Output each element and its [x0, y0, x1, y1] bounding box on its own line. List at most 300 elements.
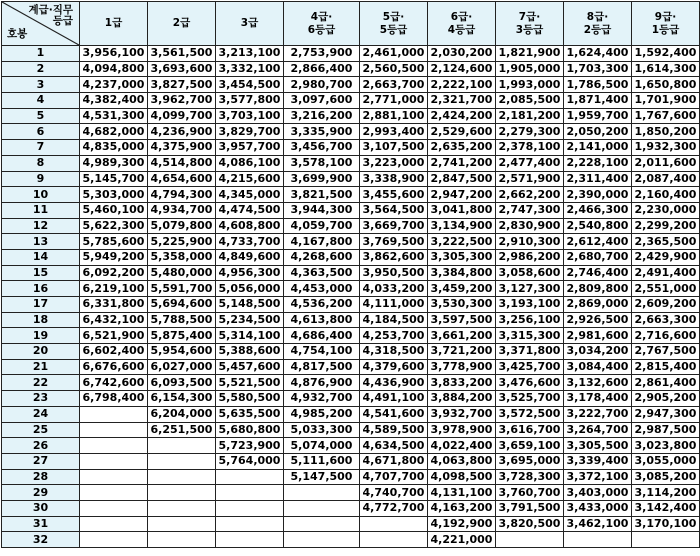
- step-cell: 12: [2, 218, 80, 234]
- salary-cell: 3,403,000: [564, 485, 632, 501]
- salary-cell: 5,033,300: [284, 422, 360, 438]
- table-row: [2, 297, 700, 313]
- step-cell: 9: [2, 171, 80, 187]
- column-header-line: 9급·: [654, 10, 677, 23]
- salary-cell: [148, 469, 216, 485]
- salary-cell: 2,222,100: [428, 77, 496, 93]
- salary-cell: 3,132,600: [564, 375, 632, 391]
- table-row: [2, 516, 700, 532]
- step-cell: 14: [2, 249, 80, 265]
- salary-cell: 2,746,400: [564, 265, 632, 281]
- column-header-line: 7급·: [518, 10, 541, 23]
- salary-cell: 2,993,400: [360, 124, 428, 140]
- salary-cell: 2,947,300: [632, 406, 700, 422]
- salary-cell: 3,332,100: [216, 61, 284, 77]
- salary-cell: 4,740,700: [360, 485, 428, 501]
- step-cell: 29: [2, 485, 80, 501]
- salary-cell: 3,222,700: [564, 406, 632, 422]
- salary-cell: 3,107,500: [360, 140, 428, 156]
- salary-cell: 3,760,700: [496, 485, 564, 501]
- salary-cell: 2,540,800: [564, 218, 632, 234]
- salary-cell: 1,871,400: [564, 93, 632, 109]
- salary-cell: 4,453,000: [284, 281, 360, 297]
- table-row: [2, 406, 700, 422]
- salary-cell: 3,223,000: [360, 155, 428, 171]
- salary-cell: 3,216,200: [284, 108, 360, 124]
- salary-cell: 1,993,000: [496, 77, 564, 93]
- salary-cell: 1,614,300: [632, 61, 700, 77]
- salary-cell: 4,379,600: [360, 359, 428, 375]
- salary-cell: 3,055,000: [632, 453, 700, 469]
- salary-cell: 2,311,400: [564, 171, 632, 187]
- step-cell: 21: [2, 359, 80, 375]
- column-header: [496, 2, 564, 46]
- salary-cell: 5,388,600: [216, 344, 284, 360]
- salary-cell: 2,365,500: [632, 234, 700, 250]
- step-cell: 25: [2, 422, 80, 438]
- salary-cell: 2,947,200: [428, 187, 496, 203]
- salary-cell: 2,050,200: [564, 124, 632, 140]
- salary-cell: 4,985,200: [284, 406, 360, 422]
- salary-cell: 2,663,300: [632, 312, 700, 328]
- salary-cell: 4,932,700: [284, 391, 360, 407]
- corner-top-label: [28, 5, 73, 27]
- salary-cell: 3,962,700: [148, 93, 216, 109]
- salary-cell: 3,525,700: [496, 391, 564, 407]
- salary-cell: 1,767,600: [632, 108, 700, 124]
- salary-cell: 2,869,000: [564, 297, 632, 313]
- salary-cell: 4,634,500: [360, 438, 428, 454]
- salary-cell: 1,850,200: [632, 124, 700, 140]
- salary-cell: 1,786,500: [564, 77, 632, 93]
- step-cell: 13: [2, 234, 80, 250]
- salary-cell: 6,521,900: [80, 328, 148, 344]
- salary-cell: 4,682,000: [80, 124, 148, 140]
- step-cell: 26: [2, 438, 80, 454]
- column-header-line: 3급: [240, 17, 259, 29]
- salary-cell: 4,772,700: [360, 500, 428, 516]
- column-header: [632, 2, 700, 46]
- salary-cell: 6,027,000: [148, 359, 216, 375]
- salary-cell: 2,847,500: [428, 171, 496, 187]
- column-header: [80, 2, 148, 46]
- step-cell: 1: [2, 46, 80, 62]
- salary-cell: 2,085,500: [496, 93, 564, 109]
- table-row: [2, 532, 700, 548]
- salary-cell: 3,530,300: [428, 297, 496, 313]
- salary-cell: 4,022,400: [428, 438, 496, 454]
- salary-cell: 4,345,000: [216, 187, 284, 203]
- column-header: [216, 2, 284, 46]
- salary-cell: 3,820,500: [496, 516, 564, 532]
- salary-cell: 2,771,000: [360, 93, 428, 109]
- salary-cell: 6,432,100: [80, 312, 148, 328]
- column-header: [564, 2, 632, 46]
- salary-cell: 4,654,600: [148, 171, 216, 187]
- salary-cell: 4,934,700: [148, 202, 216, 218]
- salary-cell: 3,454,500: [216, 77, 284, 93]
- table-row: [2, 187, 700, 203]
- salary-cell: 3,721,200: [428, 344, 496, 360]
- salary-cell: 6,331,800: [80, 297, 148, 313]
- salary-cell: 4,215,600: [216, 171, 284, 187]
- salary-cell: [80, 516, 148, 532]
- salary-cell: 4,794,300: [148, 187, 216, 203]
- salary-cell: 3,862,600: [360, 249, 428, 265]
- salary-cell: 3,433,000: [564, 500, 632, 516]
- salary-cell: 4,536,200: [284, 297, 360, 313]
- salary-cell: 2,461,000: [360, 46, 428, 62]
- step-cell: 20: [2, 344, 80, 360]
- salary-cell: 4,382,400: [80, 93, 148, 109]
- salary-cell: 3,085,200: [632, 469, 700, 485]
- table-row: [2, 375, 700, 391]
- salary-cell: 3,778,900: [428, 359, 496, 375]
- step-cell: 3: [2, 77, 80, 93]
- corner-top-line2: 등급: [52, 15, 73, 27]
- salary-cell: 3,264,700: [564, 422, 632, 438]
- salary-cell: [80, 453, 148, 469]
- step-cell: 24: [2, 406, 80, 422]
- table-row: [2, 344, 700, 360]
- salary-cell: 5,635,500: [216, 406, 284, 422]
- salary-cell: 2,753,900: [284, 46, 360, 62]
- table-row: [2, 61, 700, 77]
- salary-cell: 4,671,800: [360, 453, 428, 469]
- salary-cell: [564, 532, 632, 548]
- salary-cell: 4,033,200: [360, 281, 428, 297]
- step-cell: 5: [2, 108, 80, 124]
- salary-cell: 3,127,300: [496, 281, 564, 297]
- salary-table: [1, 1, 700, 548]
- salary-cell: 3,564,500: [360, 202, 428, 218]
- salary-cell: 1,821,900: [496, 46, 564, 62]
- salary-cell: 2,529,600: [428, 124, 496, 140]
- salary-cell: 4,375,900: [148, 140, 216, 156]
- salary-cell: 3,597,500: [428, 312, 496, 328]
- salary-cell: 3,305,300: [428, 249, 496, 265]
- table-row: [2, 46, 700, 62]
- salary-cell: 4,063,800: [428, 453, 496, 469]
- salary-cell: 4,514,800: [148, 155, 216, 171]
- table-body: [2, 46, 700, 548]
- salary-cell: 2,124,600: [428, 61, 496, 77]
- salary-cell: 2,141,000: [564, 140, 632, 156]
- salary-cell: 5,111,600: [284, 453, 360, 469]
- salary-cell: 3,950,500: [360, 265, 428, 281]
- salary-cell: 3,693,600: [148, 61, 216, 77]
- salary-cell: 2,321,700: [428, 93, 496, 109]
- salary-cell: 2,609,200: [632, 297, 700, 313]
- salary-cell: 4,237,000: [80, 77, 148, 93]
- salary-cell: 4,436,900: [360, 375, 428, 391]
- salary-cell: 1,624,400: [564, 46, 632, 62]
- salary-cell: 3,932,700: [428, 406, 496, 422]
- salary-cell: 2,230,000: [632, 202, 700, 218]
- salary-cell: 4,253,700: [360, 328, 428, 344]
- salary-cell: 5,521,500: [216, 375, 284, 391]
- salary-cell: 4,221,000: [428, 532, 496, 548]
- salary-cell: 3,978,900: [428, 422, 496, 438]
- salary-cell: 3,041,800: [428, 202, 496, 218]
- salary-cell: [284, 500, 360, 516]
- salary-cell: [216, 469, 284, 485]
- step-cell: 18: [2, 312, 80, 328]
- column-header-line: 2급: [172, 17, 191, 29]
- salary-cell: 3,699,900: [284, 171, 360, 187]
- step-cell: 4: [2, 93, 80, 109]
- salary-cell: [216, 485, 284, 501]
- salary-cell: 4,059,700: [284, 218, 360, 234]
- salary-cell: 2,662,200: [496, 187, 564, 203]
- table-row: [2, 77, 700, 93]
- salary-cell: 3,084,400: [564, 359, 632, 375]
- table-row: [2, 485, 700, 501]
- column-header: [284, 2, 360, 46]
- salary-cell: [148, 485, 216, 501]
- salary-cell: 5,764,000: [216, 453, 284, 469]
- salary-cell: 2,905,200: [632, 391, 700, 407]
- salary-cell: [80, 422, 148, 438]
- salary-cell: 4,531,300: [80, 108, 148, 124]
- salary-cell: 3,578,100: [284, 155, 360, 171]
- salary-cell: 2,424,200: [428, 108, 496, 124]
- salary-cell: 2,663,700: [360, 77, 428, 93]
- salary-cell: 3,213,100: [216, 46, 284, 62]
- salary-cell: [80, 500, 148, 516]
- salary-cell: 3,833,200: [428, 375, 496, 391]
- salary-cell: 2,390,000: [564, 187, 632, 203]
- salary-cell: 3,372,100: [564, 469, 632, 485]
- salary-cell: 3,669,700: [360, 218, 428, 234]
- salary-cell: 4,707,700: [360, 469, 428, 485]
- salary-cell: 2,551,000: [632, 281, 700, 297]
- salary-cell: 2,299,200: [632, 218, 700, 234]
- salary-cell: 5,056,000: [216, 281, 284, 297]
- salary-cell: 3,256,100: [496, 312, 564, 328]
- salary-cell: 2,981,600: [564, 328, 632, 344]
- table-row: [2, 202, 700, 218]
- salary-cell: 2,612,400: [564, 234, 632, 250]
- salary-cell: 3,577,800: [216, 93, 284, 109]
- salary-cell: 3,769,500: [360, 234, 428, 250]
- salary-cell: 2,030,200: [428, 46, 496, 62]
- salary-cell: 4,613,800: [284, 312, 360, 328]
- salary-cell: [284, 532, 360, 548]
- salary-cell: [80, 469, 148, 485]
- salary-cell: [632, 532, 700, 548]
- salary-cell: 2,986,200: [496, 249, 564, 265]
- salary-cell: 5,680,800: [216, 422, 284, 438]
- salary-cell: 4,876,900: [284, 375, 360, 391]
- salary-cell: 1,905,000: [496, 61, 564, 77]
- salary-cell: 4,849,600: [216, 249, 284, 265]
- step-cell: 27: [2, 453, 80, 469]
- salary-cell: 4,686,400: [284, 328, 360, 344]
- header-row: [2, 2, 700, 46]
- column-header-line: 4급·: [310, 10, 333, 23]
- salary-cell: 3,821,500: [284, 187, 360, 203]
- salary-cell: 3,827,500: [148, 77, 216, 93]
- salary-cell: 1,592,400: [632, 46, 700, 62]
- salary-cell: 5,788,500: [148, 312, 216, 328]
- salary-cell: 2,378,100: [496, 140, 564, 156]
- salary-cell: 6,676,600: [80, 359, 148, 375]
- salary-cell: 5,875,400: [148, 328, 216, 344]
- salary-cell: 5,785,600: [80, 234, 148, 250]
- table-row: [2, 124, 700, 140]
- salary-cell: 3,338,900: [360, 171, 428, 187]
- salary-cell: 4,363,500: [284, 265, 360, 281]
- step-cell: 6: [2, 124, 80, 140]
- salary-cell: 4,268,600: [284, 249, 360, 265]
- salary-cell: 4,541,600: [360, 406, 428, 422]
- salary-cell: 3,425,700: [496, 359, 564, 375]
- salary-cell: 3,371,800: [496, 344, 564, 360]
- salary-cell: 2,926,500: [564, 312, 632, 328]
- salary-cell: 1,701,900: [632, 93, 700, 109]
- salary-cell: 3,728,300: [496, 469, 564, 485]
- salary-cell: 2,279,300: [496, 124, 564, 140]
- salary-cell: 5,954,600: [148, 344, 216, 360]
- salary-cell: 6,204,000: [148, 406, 216, 422]
- salary-cell: 3,058,600: [496, 265, 564, 281]
- salary-cell: 2,181,200: [496, 108, 564, 124]
- salary-cell: [148, 500, 216, 516]
- salary-cell: 3,134,900: [428, 218, 496, 234]
- salary-cell: 4,111,000: [360, 297, 428, 313]
- salary-cell: 3,459,200: [428, 281, 496, 297]
- salary-cell: 2,987,500: [632, 422, 700, 438]
- salary-cell: 2,160,400: [632, 187, 700, 203]
- salary-cell: 3,462,100: [564, 516, 632, 532]
- salary-cell: 3,178,400: [564, 391, 632, 407]
- salary-cell: 5,457,600: [216, 359, 284, 375]
- salary-cell: 1,650,800: [632, 77, 700, 93]
- corner-bottom-label: 호봉: [7, 28, 28, 40]
- step-cell: 28: [2, 469, 80, 485]
- table-row: [2, 453, 700, 469]
- salary-cell: 2,866,400: [284, 61, 360, 77]
- salary-cell: 4,754,100: [284, 344, 360, 360]
- step-cell: 31: [2, 516, 80, 532]
- salary-cell: [216, 532, 284, 548]
- salary-cell: 3,315,300: [496, 328, 564, 344]
- salary-cell: 5,145,700: [80, 171, 148, 187]
- salary-cell: 6,219,100: [80, 281, 148, 297]
- salary-cell: 3,661,200: [428, 328, 496, 344]
- salary-cell: 6,602,400: [80, 344, 148, 360]
- salary-cell: 4,192,900: [428, 516, 496, 532]
- salary-cell: 6,742,600: [80, 375, 148, 391]
- salary-cell: 2,228,100: [564, 155, 632, 171]
- step-cell: 10: [2, 187, 80, 203]
- table-row: [2, 155, 700, 171]
- salary-cell: 4,318,500: [360, 344, 428, 360]
- salary-cell: 4,989,300: [80, 155, 148, 171]
- salary-cell: 2,910,300: [496, 234, 564, 250]
- table-row: [2, 438, 700, 454]
- salary-cell: 4,131,100: [428, 485, 496, 501]
- salary-cell: 3,829,700: [216, 124, 284, 140]
- salary-cell: [216, 516, 284, 532]
- salary-cell: 2,466,300: [564, 202, 632, 218]
- salary-cell: 4,608,800: [216, 218, 284, 234]
- salary-cell: 5,314,100: [216, 328, 284, 344]
- salary-cell: 3,384,800: [428, 265, 496, 281]
- salary-cell: 2,571,900: [496, 171, 564, 187]
- salary-cell: 4,236,900: [148, 124, 216, 140]
- salary-cell: 5,225,900: [148, 234, 216, 250]
- salary-cell: [80, 406, 148, 422]
- salary-cell: 2,767,500: [632, 344, 700, 360]
- salary-cell: 2,491,400: [632, 265, 700, 281]
- table-row: [2, 359, 700, 375]
- salary-cell: 3,456,700: [284, 140, 360, 156]
- salary-cell: 2,881,100: [360, 108, 428, 124]
- table-row: [2, 281, 700, 297]
- salary-cell: 6,092,200: [80, 265, 148, 281]
- salary-cell: 3,034,200: [564, 344, 632, 360]
- salary-cell: 4,163,200: [428, 500, 496, 516]
- step-cell: 19: [2, 328, 80, 344]
- salary-cell: 5,303,000: [80, 187, 148, 203]
- corner-header: [2, 2, 80, 46]
- salary-cell: [360, 516, 428, 532]
- table-row: [2, 93, 700, 109]
- salary-cell: 3,956,100: [80, 46, 148, 62]
- salary-cell: 4,094,800: [80, 61, 148, 77]
- salary-cell: 3,616,700: [496, 422, 564, 438]
- salary-cell: 3,305,500: [564, 438, 632, 454]
- salary-cell: 5,148,500: [216, 297, 284, 313]
- salary-cell: 2,815,400: [632, 359, 700, 375]
- column-header-line: 4등급: [447, 23, 476, 36]
- table-row: [2, 171, 700, 187]
- salary-cell: [148, 438, 216, 454]
- salary-cell: 6,093,500: [148, 375, 216, 391]
- salary-cell: 5,949,200: [80, 249, 148, 265]
- salary-cell: 2,861,400: [632, 375, 700, 391]
- table-row: [2, 500, 700, 516]
- column-header-line: 6등급: [307, 23, 336, 36]
- salary-cell: 3,114,200: [632, 485, 700, 501]
- step-cell: 8: [2, 155, 80, 171]
- salary-cell: 3,703,100: [216, 108, 284, 124]
- salary-cell: [216, 500, 284, 516]
- salary-cell: 4,184,500: [360, 312, 428, 328]
- salary-cell: 2,980,700: [284, 77, 360, 93]
- salary-cell: 5,074,000: [284, 438, 360, 454]
- column-header-line: 1급: [104, 17, 123, 29]
- table-row: [2, 265, 700, 281]
- salary-cell: 2,429,900: [632, 249, 700, 265]
- salary-cell: 5,234,500: [216, 312, 284, 328]
- table-row: [2, 249, 700, 265]
- table-row: [2, 312, 700, 328]
- salary-cell: 3,193,100: [496, 297, 564, 313]
- step-cell: 17: [2, 297, 80, 313]
- table-row: [2, 108, 700, 124]
- salary-cell: 5,622,300: [80, 218, 148, 234]
- salary-cell: [284, 485, 360, 501]
- salary-cell: 3,142,400: [632, 500, 700, 516]
- salary-cell: 2,680,700: [564, 249, 632, 265]
- salary-cell: 4,733,700: [216, 234, 284, 250]
- table-row: [2, 234, 700, 250]
- salary-cell: 5,723,900: [216, 438, 284, 454]
- step-cell: 7: [2, 140, 80, 156]
